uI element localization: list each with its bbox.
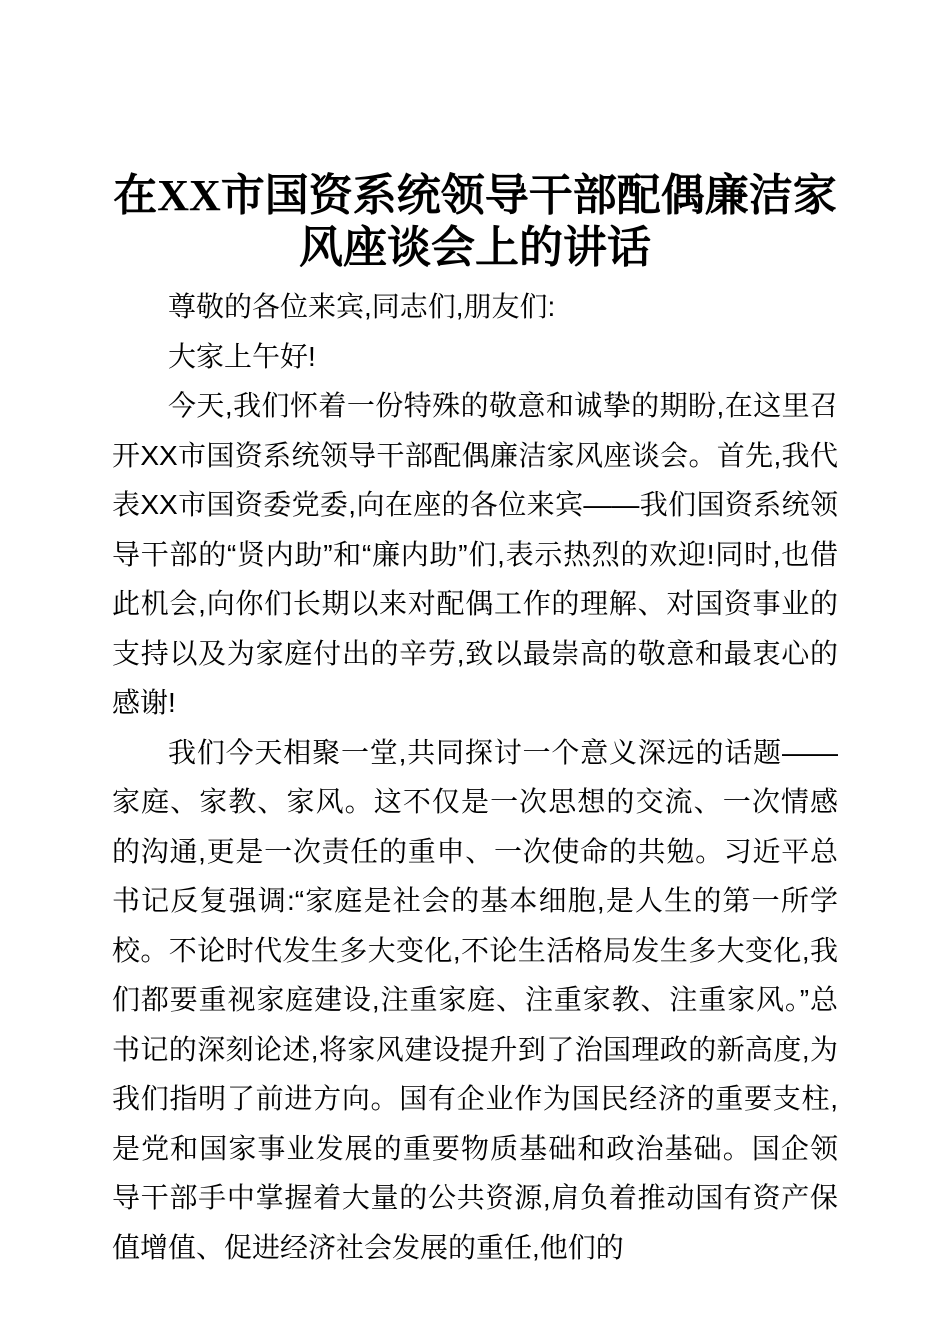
document-title: 在XX市国资系统领导干部配偶廉洁家风座谈会上的讲话 — [113, 171, 837, 272]
paragraph-family-theme: 我们今天相聚一堂,共同探讨一个意义深远的话题——家庭、家教、家风。这不仅是一次思想的交流、一次情感的沟通,更是一次责任的重申、一次使命的共勉。习近平总书记反复强调:“家庭是社会的基本细胞,是人生的第一所学校。不论时代发生多大变化,不论生活格局发生多大变化,我们都要重视家庭建设,注重家庭、注重家教、注重家风。”总书记的深刻论述,将家风建设提升到了治国理政的新高度,为我们指明了前进方向。国有企业作为国民经济的重要支柱,是党和国家事业发展的重要物质基础和政治基础。国企领导干部手中掌握着大量的公共资源,肩负着推动国有资产保值增值、促进经济社会发展的重任,他们的 — [112, 736, 838, 1263]
paragraph-salutation: 尊敬的各位来宾,同志们,朋友们: — [168, 291, 556, 322]
paragraph-greeting: 大家上午好! — [168, 340, 316, 372]
paragraph-welcome: 今天,我们怀着一份特殊的敬意和诚挚的期盼,在这里召开XX市国资系统领导干部配偶廉洁家风座谈会。首先,我代表XX市国资委党委,向在座的各位来宾——我们国资系统领导干部的“贤内助”和“廉内助”们,表示热烈的欢迎!同时,也借此机会,向你们长期以来对配偶工作的理解、对国资事业的支持以及为家庭付出的辛劳,致以最崇高的敬意和最衷心的感谢! — [112, 390, 838, 718]
document-body — [112, 282, 838, 1272]
